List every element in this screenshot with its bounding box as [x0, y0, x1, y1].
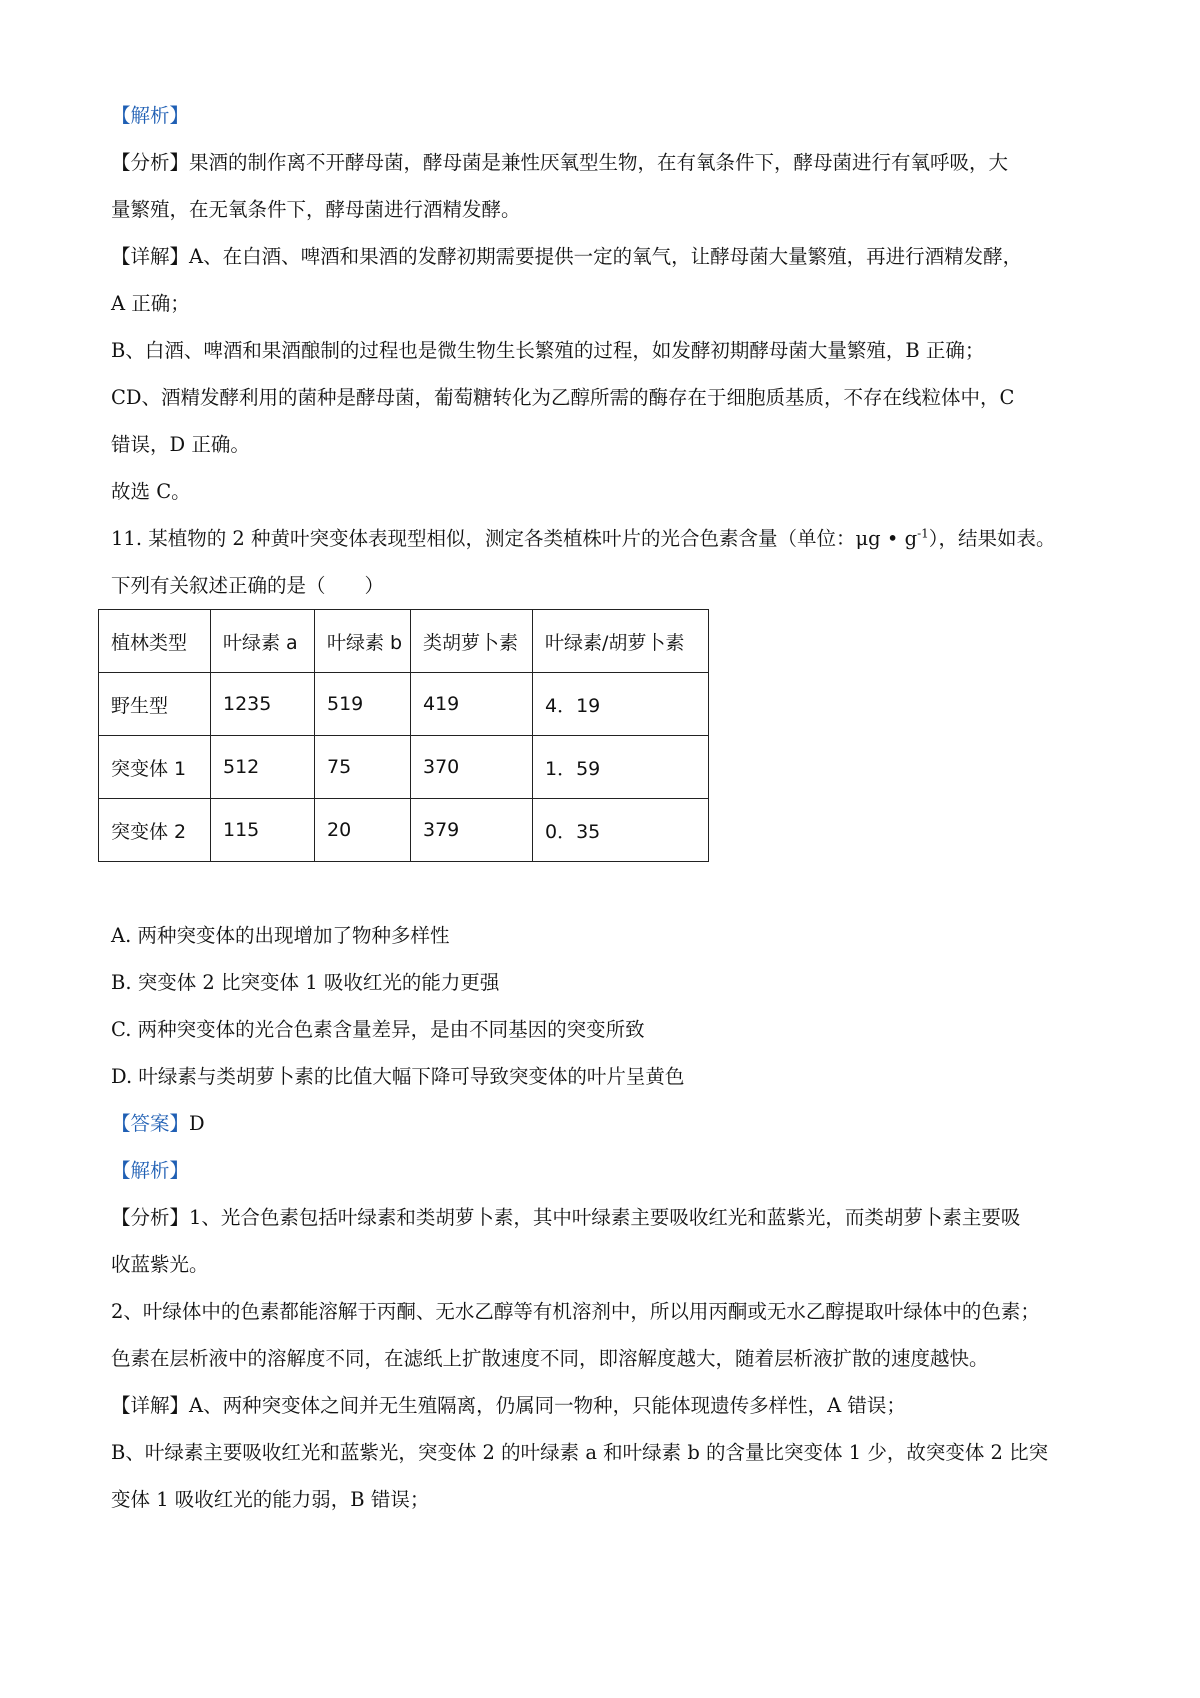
table-header-cell: 叶绿素 b: [315, 610, 411, 673]
text-line: 变体 1 吸收红光的能力弱，B 错误；: [111, 1488, 430, 1511]
table-cell: 野生型: [99, 673, 211, 736]
text-line: 收蓝紫光。: [111, 1253, 209, 1276]
table-cell: 512: [211, 736, 315, 799]
table-cell: 115: [211, 799, 315, 862]
table-cell: 突变体 1: [99, 736, 211, 799]
text-line: 【详解】A、两种突变体之间并无生殖隔离，仍属同一物种，只能体现遗传多样性，A 错误；: [111, 1394, 906, 1417]
table-cell: 1235: [211, 673, 315, 736]
table-cell: 1．59: [533, 736, 709, 799]
table-cell: 0．35: [533, 799, 709, 862]
text-line: 色素在层析液中的溶解度不同，在滤纸上扩散速度不同，即溶解度越大，随着层析液扩散的速度越快。: [111, 1347, 989, 1370]
table-cell: 370: [411, 736, 533, 799]
table-header-row: [99, 610, 709, 673]
text-line: B、白酒、啤酒和果酒酿制的过程也是微生物生长繁殖的过程，如发酵初期酵母菌大量繁殖，B 正确；: [111, 339, 985, 362]
table-spacer: [111, 862, 1101, 912]
analysis-heading-1: 【解析】: [111, 104, 190, 127]
option-a: A. 两种突变体的出现增加了物种多样性: [111, 924, 450, 947]
text-line: B、叶绿素主要吸收红光和蓝紫光，突变体 2 的叶绿素 a 和叶绿素 b 的含量比突变体 1 少，故突变体 2 比突: [111, 1441, 1049, 1464]
answer-line: 【答案】D: [111, 1112, 205, 1135]
text-line: 【详解】A、在白酒、啤酒和果酒的发酵初期需要提供一定的氧气，让酵母菌大量繁殖，再进行酒精发酵，: [111, 245, 1023, 268]
option-c: C. 两种突变体的光合色素含量差异，是由不同基因的突变所致: [111, 1018, 645, 1041]
table-cell: 419: [411, 673, 533, 736]
table-row: [99, 673, 709, 736]
option-b: B. 突变体 2 比突变体 1 吸收红光的能力更强: [111, 971, 500, 994]
text-line: 量繁殖，在无氧条件下，酵母菌进行酒精发酵。: [111, 198, 521, 221]
table-cell: 75: [315, 736, 411, 799]
text-line: A 正确；: [111, 292, 190, 315]
table-header-cell: 类胡萝卜素: [411, 610, 533, 673]
table-cell: 519: [315, 673, 411, 736]
table-cell: 4．19: [533, 673, 709, 736]
table-row: [99, 736, 709, 799]
table-cell: 379: [411, 799, 533, 862]
question-line-1: 11. 某植物的 2 种黄叶突变体表现型相似，测定各类植株叶片的光合色素含量（单位：μg • $g^{-1}$），结果如表。: [111, 526, 1056, 550]
table-header-cell: 叶绿素 a: [211, 610, 315, 673]
table-header-cell: 植林类型: [99, 610, 211, 673]
option-d: D. 叶绿素与类胡萝卜素的比值大幅下降可导致突变体的叶片呈黄色: [111, 1065, 685, 1088]
text-line: CD、酒精发酵利用的菌种是酵母菌，葡萄糖转化为乙醇所需的酶存在于细胞质基质，不存在线粒体中，C: [111, 386, 1015, 409]
document-content: [111, 92, 1101, 1523]
pigment-table: [98, 609, 709, 862]
table-cell: 突变体 2: [99, 799, 211, 862]
analysis-heading-2: 【解析】: [111, 1159, 190, 1182]
question-line-2: 下列有关叙述正确的是（ ）: [111, 574, 385, 597]
text-line: 故选 C。: [111, 480, 191, 503]
table-header-cell: 叶绿素/胡萝卜素: [533, 610, 709, 673]
text-line: 2、叶绿体中的色素都能溶解于丙酮、无水乙醇等有机溶剂中，所以用丙酮或无水乙醇提取叶绿体中的色素；: [111, 1300, 1040, 1323]
text-line: 【分析】果酒的制作离不开酵母菌，酵母菌是兼性厌氧型生物，在有氧条件下，酵母菌进行有氧呼吸，大: [111, 151, 1009, 174]
table-row: [99, 799, 709, 862]
text-line: 错误，D 正确。: [111, 433, 250, 456]
text-line: 【分析】1、光合色素包括叶绿素和类胡萝卜素，其中叶绿素主要吸收红光和蓝紫光，而类胡萝卜素主要吸: [111, 1206, 1021, 1229]
table-cell: 20: [315, 799, 411, 862]
